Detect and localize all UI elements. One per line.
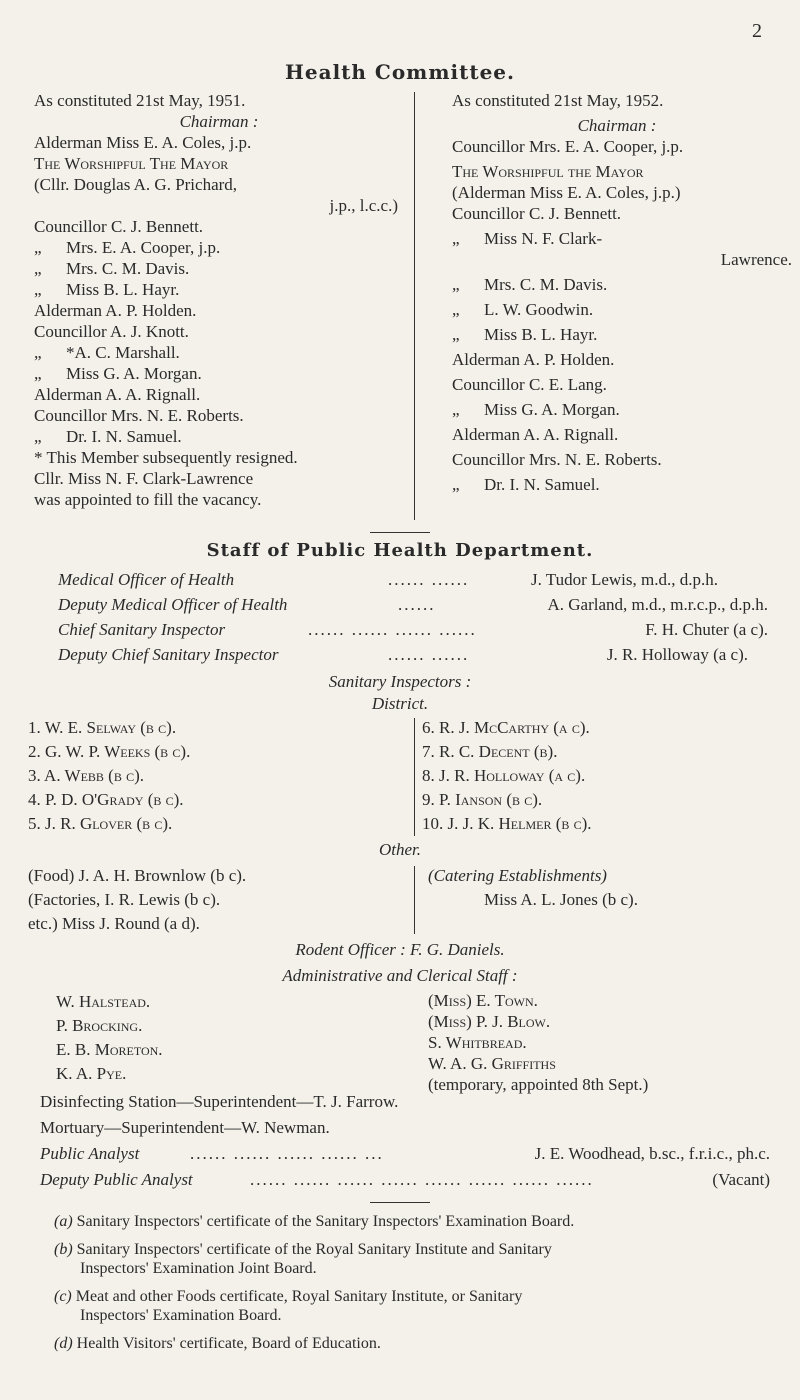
chairman-label: Chairman : <box>577 116 657 135</box>
member: „ Miss G. A. Morgan. <box>34 364 202 383</box>
member: Councillor Mrs. N. E. Roberts. <box>34 406 244 425</box>
mayor-name: (Cllr. Douglas A. G. Prichard, <box>34 175 238 194</box>
officer-row: Chief Sanitary Inspector ...... ...... ...... ...... F. H. Chuter (a c). <box>58 620 768 639</box>
clerk: W. Halstead. <box>56 992 151 1011</box>
clerk-note: (temporary, appointed 8th Sept.) <box>428 1075 649 1094</box>
member: „ L. W. Goodwin. <box>452 300 594 319</box>
inspector: 1. W. E. Selway (b c). <box>28 718 177 737</box>
other-list-right <box>428 864 638 912</box>
district-label: District. <box>371 694 429 713</box>
member: „ Miss B. L. Hayr. <box>452 325 598 344</box>
chairman-label: Chairman : <box>179 112 259 131</box>
member: Councillor A. J. Knott. <box>34 322 189 341</box>
admin-label: Administrative and Clerical Staff : <box>282 966 518 985</box>
staff-heading: Staff of Public Health Department. <box>206 540 594 561</box>
footnote: (d) Health Visitors' certificate, Board of Education. <box>54 1335 381 1352</box>
other-inspector: etc.) Miss J. Round (a d). <box>28 914 200 933</box>
mayor-title: The Worshipful The Mayor <box>34 154 229 173</box>
mayor-name: (Alderman Miss E. A. Coles, j.p.) <box>452 183 681 202</box>
member: „ Miss N. F. Clark- <box>452 229 603 248</box>
footnote: (b) Sanitary Inspectors' certificate of the Royal Sanitary Institute and Sanitary Inspectors' Examination Joint Board. <box>54 1241 552 1277</box>
member: „ Mrs. C. M. Davis. <box>452 275 608 294</box>
analyst-row: Public Analyst ...... ...... ...... ...... ... J. E. Woodhead, b.sc., f.r.i.c., ph.c. <box>40 1144 770 1163</box>
other-inspector: (Factories, I. R. Lewis (b c). <box>28 890 221 909</box>
inspector: 3. A. Webb (b c). <box>28 766 144 785</box>
disinfecting-station: Disinfecting Station—Superintendent—T. J. Farrow. <box>40 1092 399 1111</box>
constituted-1952: As constituted 21st May, 1952. <box>452 91 664 110</box>
committee-heading: Health Committee. <box>285 60 515 84</box>
member: „ *A. C. Marshall. <box>34 343 180 362</box>
committee-1952 <box>452 90 792 495</box>
other-label: Other. <box>378 840 422 859</box>
admin-list-left <box>56 990 163 1086</box>
clerk: E. B. Moreton. <box>56 1040 163 1059</box>
member: Alderman A. P. Holden. <box>34 301 197 320</box>
section-rule <box>370 532 430 533</box>
officer-row: Deputy Medical Officer of Health ...... A. Garland, m.d., m.r.c.p., d.p.h. <box>58 595 768 614</box>
page-number: 2 <box>752 20 762 42</box>
analyst-row: Deputy Public Analyst ...... ...... ...... ...... ...... ...... ...... ...... (Vacant) <box>40 1170 770 1189</box>
other-divider <box>414 866 415 934</box>
footnote: (c) Meat and other Foods certificate, Royal Sanitary Institute, or Sanitary Inspectors' Examination Board. <box>54 1288 523 1324</box>
inspector: 9. P. Ianson (b c). <box>422 790 543 809</box>
inspector: 7. R. C. Decent (b). <box>422 742 558 761</box>
inspector: 2. G. W. P. Weeks (b c). <box>28 742 191 761</box>
other-inspector: Miss A. L. Jones (b c). <box>484 890 638 909</box>
mayor-qualifications: j.p., l.c.c.) <box>329 196 398 215</box>
rodent-officer: Rodent Officer : F. G. Daniels. <box>295 940 505 959</box>
inspector: 6. R. J. McCarthy (a c). <box>422 718 590 737</box>
resignation-note: Cllr. Miss N. F. Clark-Lawrence <box>34 469 254 488</box>
member: „ Dr. I. N. Samuel. <box>34 427 182 446</box>
member: Councillor C. J. Bennett. <box>34 217 204 236</box>
chairman-name: Councillor Mrs. E. A. Cooper, j.p. <box>452 137 684 156</box>
clerk: K. A. Pye. <box>56 1064 127 1083</box>
district-list-left <box>28 716 190 836</box>
section-rule <box>370 1202 430 1203</box>
district-divider <box>414 718 415 836</box>
member: Alderman A. P. Holden. <box>452 350 615 369</box>
mortuary: Mortuary—Superintendent—W. Newman. <box>40 1118 330 1137</box>
member: „ Mrs. E. A. Cooper, j.p. <box>34 238 221 257</box>
footnote: (a) Sanitary Inspectors' certificate of the Sanitary Inspectors' Examination Board. <box>54 1213 575 1230</box>
clerk: P. Brocking. <box>56 1016 143 1035</box>
member: Alderman A. A. Rignall. <box>452 425 619 444</box>
sanitary-inspectors-label: Sanitary Inspectors : <box>328 672 472 691</box>
constituted-1951: As constituted 21st May, 1951. <box>34 91 246 110</box>
committee-1951 <box>34 90 404 510</box>
other-inspector: (Food) J. A. H. Brownlow (b c). <box>28 866 247 885</box>
district-list-right <box>422 716 592 836</box>
other-list-left <box>28 864 246 936</box>
clerk: (Miss) P. J. Blow. <box>428 1012 551 1031</box>
chairman-name: Alderman Miss E. A. Coles, j.p. <box>34 133 252 152</box>
inspector: 10. J. J. K. Helmer (b c). <box>422 814 592 833</box>
inspector: 5. J. R. Glover (b c). <box>28 814 173 833</box>
mayor-title: The Worshipful the Mayor <box>452 162 644 181</box>
member: Lawrence. <box>720 250 792 269</box>
clerk: W. A. G. Griffiths <box>428 1054 556 1073</box>
officer-row: Deputy Chief Sanitary Inspector ...... ...... J. R. Holloway (a c). <box>58 645 748 664</box>
member: „ Dr. I. N. Samuel. <box>452 475 600 494</box>
resignation-note: * This Member subsequently resigned. <box>34 448 298 467</box>
member: Alderman A. A. Rignall. <box>34 385 201 404</box>
member: Councillor C. J. Bennett. <box>452 204 622 223</box>
other-inspector: (Catering Establishments) <box>428 866 607 885</box>
admin-list-right <box>428 990 648 1095</box>
member: Councillor Mrs. N. E. Roberts. <box>452 450 662 469</box>
member: „ Miss G. A. Morgan. <box>452 400 620 419</box>
resignation-note: was appointed to fill the vacancy. <box>34 490 262 509</box>
clerk: S. Whitbread. <box>428 1033 527 1052</box>
inspector: 4. P. D. O'Grady (b c). <box>28 790 184 809</box>
column-divider <box>414 92 415 520</box>
officer-row: Medical Officer of Health ...... ...... J. Tudor Lewis, m.d., d.p.h. <box>58 570 718 589</box>
member: „ Miss B. L. Hayr. <box>34 280 180 299</box>
clerk: (Miss) E. Town. <box>428 991 538 1010</box>
member: Councillor C. E. Lang. <box>452 375 607 394</box>
inspector: 8. J. R. Holloway (a c). <box>422 766 586 785</box>
member: „ Mrs. C. M. Davis. <box>34 259 190 278</box>
